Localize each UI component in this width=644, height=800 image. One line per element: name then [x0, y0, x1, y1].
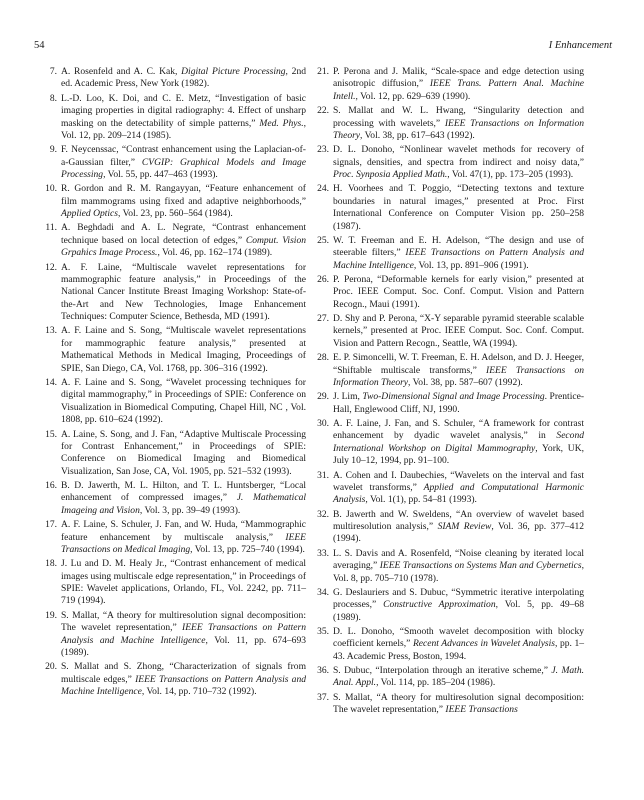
reference-number: 19. [45, 609, 57, 621]
reference-entry [36, 661, 306, 698]
references-left-column [36, 66, 306, 700]
reference-entry [308, 391, 584, 416]
reference-number: 18. [45, 558, 57, 570]
reference-text-segment: A. F. Laine, “Multiscale wavelet representations for mammographic feature analysis,” in Proceedings of the National Cancer Institute Breast Imaging Workshop: State-of-the-Art and New Technologies, Image Enhancement Techniques: Computer Science, Bethesda, MD (1991). [61, 261, 306, 323]
reference-text [333, 105, 584, 142]
reference-entry [308, 352, 584, 389]
reference-text [61, 325, 306, 375]
reference-text-segment: P. Perona, “Deformable kernels for early vision,” presented at Proc. IEEE Comput. Soc. Conf. Comput. Vision and Pattern Recogn., Maui (1991). [333, 273, 584, 310]
reference-text [333, 665, 584, 690]
reference-entry [36, 519, 306, 556]
reference-text-segment: L.-D. Loo, K. Doi, and C. E. Metz, “Investigation of basic imaging properties in digital radiography: 4. Effect of unsharp masking on the detectability of simple patterns,” [61, 92, 306, 129]
reference-entry [308, 692, 584, 717]
reference-text-segment: , pp. 1–43. Academic Press, Boston, 1994. [333, 638, 585, 662]
reference-entry [308, 626, 584, 663]
reference-number: 22. [317, 105, 329, 117]
reference-number: 28. [317, 352, 329, 364]
reference-number: 14. [45, 376, 57, 388]
reference-number: 9. [49, 144, 57, 156]
reference-source-italic: IEEE Transactions [445, 704, 518, 716]
reference-text-segment: A. F. Laine, S. Schuler, J. Fan, and W. Huda, “Mammographic feature enhancement by multiscale analysis,” [61, 519, 306, 543]
reference-entry [36, 144, 306, 181]
reference-text-segment: , Vol. 3, pp. 39–49 (1993). [139, 504, 241, 516]
reference-entry [36, 325, 306, 375]
reference-text-segment: . Prentice-Hall, Englewood Cliff, NJ, 1990. [333, 391, 584, 415]
reference-text-segment: F. Neycenssac, “Contrast enhancement using the Laplacian-of-a-Gaussian filter,” [61, 144, 306, 168]
reference-text [61, 377, 306, 427]
reference-entry [308, 66, 584, 103]
reference-entry [308, 144, 584, 181]
running-head: I Enhancement [548, 40, 612, 51]
reference-text-segment: J. Lim, [333, 391, 363, 403]
reference-text [61, 262, 306, 324]
reference-text-segment: A. Beghdadi and A. L. Negrate, “Contrast enhancement technique based on local detection of edges,” [61, 222, 306, 246]
reference-number: 7. [49, 66, 57, 77]
reference-source-italic: Comput. Vision Grpahics Image Process. [61, 234, 306, 259]
reference-entry [308, 105, 584, 142]
reference-number: 36. [317, 665, 329, 677]
reference-source-italic: Two-Dimensional Signal and Image Processing [362, 391, 545, 403]
reference-text-segment: , Vol. 12, pp. 629–639 (1990). [355, 90, 471, 102]
reference-number: 8. [49, 92, 57, 104]
reference-text-segment: , 2nd ed. Academic Press, New York (1982). [61, 66, 306, 90]
reference-number: 27. [317, 313, 329, 325]
reference-entry [36, 610, 306, 660]
reference-entry [308, 665, 584, 690]
reference-text-segment: , Vol. 38, pp. 617–643 (1992). [360, 129, 475, 141]
reference-text [333, 418, 584, 468]
reference-text-segment: H. Voorhees and T. Poggio, “Detecting textons and texture boundaries in natural images,” presented at Proc. First International Conference on Computer Vision pp. 250–258 (1987). [333, 183, 584, 232]
reference-entry [308, 235, 584, 272]
reference-entry [36, 93, 306, 143]
reference-number: 24. [317, 183, 329, 195]
reference-text-segment: B. D. Jawerth, M. L. Hilton, and T. L. Huntsberger, “Local enhancement of compressed images,” [61, 480, 306, 504]
reference-text-segment: , Vol. 8, pp. 705–710 (1978). [333, 560, 584, 584]
reference-number: 23. [317, 144, 329, 156]
reference-text-segment: B. Jawerth and W. Sweldens, “An overview of wavelet based multiresolution analysis,” [333, 508, 584, 533]
reference-entry [36, 377, 306, 427]
reference-text-segment: , Vol. 1(1), pp. 54–81 (1993). [365, 494, 477, 506]
page-number: 54 [34, 40, 45, 51]
reference-source-italic: Applied and Computational Harmonic Analysis [333, 481, 584, 506]
reference-entry [36, 262, 306, 324]
reference-number: 29. [317, 391, 329, 403]
reference-number: 33. [317, 547, 329, 559]
reference-text-segment: S. Mallat and W. L. Hwang, “Singularity detection and processing with wavelets,” [333, 105, 584, 129]
reference-source-italic: SIAM Review [437, 521, 492, 533]
reference-entry [36, 66, 306, 91]
reference-entry [308, 313, 584, 350]
reference-text-segment: , Vol. 12, pp. 209–214 (1985). [61, 117, 306, 141]
reference-text [333, 587, 584, 624]
reference-text [61, 66, 306, 91]
reference-text-segment: , Vol. 114, pp. 185–204 (1986). [376, 677, 496, 689]
reference-number: 11. [45, 222, 57, 234]
reference-text [333, 144, 584, 181]
reference-number: 26. [317, 273, 329, 285]
reference-text-segment: D. L. Donoho, “Nonlinear wavelet methods for recovery of signals, densities, and spectra from indirect and noisy data,” [333, 144, 584, 168]
reference-text [333, 692, 584, 717]
reference-text [61, 183, 306, 220]
reference-text [333, 548, 584, 585]
reference-entry [308, 470, 584, 507]
reference-text-segment: R. Gordon and R. M. Rangayyan, “Feature enhancement of film mammograms using fixed and adaptive neighborhoods,” [61, 183, 306, 207]
reference-text [61, 222, 306, 259]
reference-entry [308, 587, 584, 624]
reference-text-segment: , York, UK, July 10–12, 1994, pp. 91–100. [333, 442, 584, 467]
reference-entry [308, 548, 584, 585]
reference-text-segment: , Vol. 46, pp. 162–174 (1989). [157, 247, 273, 259]
reference-entry [308, 274, 584, 311]
reference-source-italic: Applied Optics [61, 208, 119, 220]
reference-source-italic: Constructive Approximation [383, 599, 496, 611]
reference-text-segment: A. Cohen and I. Daubechies, “Wavelets on the interval and fast wavelet transforms,” [333, 469, 584, 493]
reference-text [61, 610, 306, 660]
reference-source-italic: IEEE Trans. Pattern Anal. Machine Intell. [333, 78, 584, 102]
reference-source-italic: Recent Advances in Wavelet Analysis [412, 638, 556, 650]
reference-number: 15. [45, 428, 57, 440]
reference-text-segment: D. L. Donoho, “Smooth wavelet decomposition with blocky coefficient kernels,” [333, 625, 584, 650]
reference-source-italic: IEEE Transactions on Pattern Analysis and Machine Intelligence [61, 622, 306, 646]
reference-text-segment: , Vol. 14, pp. 710–732 (1992). [141, 686, 257, 698]
reference-number: 32. [317, 508, 329, 520]
reference-number: 25. [317, 234, 329, 246]
reference-entry [308, 509, 584, 546]
reference-entry [308, 418, 584, 468]
reference-text-segment: , Vol. 5, pp. 49–68 (1989). [333, 599, 584, 623]
reference-source-italic: IEEE Transactions on Information Theory [333, 117, 584, 141]
reference-text-segment: P. Perona and J. Malik, “Scale-space and edge detection using anisotropic diffusion,” [333, 66, 584, 90]
reference-entry [36, 429, 306, 479]
reference-number: 10. [45, 183, 57, 195]
reference-text-segment: L. S. Davis and A. Rosenfeld, “Noise cleaning by iterated local averaging,” [333, 547, 584, 572]
reference-number: 13. [45, 325, 57, 337]
reference-source-italic: IEEE Transactions on Pattern Analysis and Machine Intelligence [61, 673, 306, 698]
reference-text [333, 235, 584, 272]
reference-text [61, 480, 306, 517]
reference-source-italic: Digital Picture Processing [181, 66, 286, 77]
reference-source-italic: IEEE Transactions on Pattern Analysis and Machine Intelligence [333, 247, 584, 271]
reference-text-segment: A. F. Laine and S. Song, “Wavelet processing techniques for digital mammography,” in Proceedings of SPIE: Conference on Visualization in Biomedical Computing, Chapel Hill, NC , Vol. 1808, pp. 610–624 (1992). [61, 376, 306, 426]
reference-text-segment: W. T. Freeman and E. H. Adelson, “The design and use of steerable filters,” [333, 234, 584, 259]
reference-number: 31. [317, 469, 329, 481]
reference-text-segment: S. Mallat, “A theory for multiresolution signal decomposition: The wavelet representation,” [61, 609, 306, 634]
reference-source-italic: J. Math. Anal. Appl. [333, 665, 584, 689]
reference-text-segment: A. F. Laine and S. Song, “Multiscale wavelet representations for mammographic feature analysis,” presented at Mathematical Methods in Medical Imaging, Proceedings of SPIE, San Diego, CA, Vol. 1768, pp. 306–316 (1992). [61, 325, 306, 374]
reference-entry [36, 558, 306, 608]
reference-text [333, 274, 584, 311]
reference-text [333, 352, 584, 389]
reference-text-segment: , Vol. 13, pp. 725–740 (1994). [190, 543, 305, 555]
reference-text [61, 558, 306, 608]
reference-text-segment: S. Dubuc, “Interpolation through an iterative scheme,” [333, 665, 552, 677]
reference-number: 30. [317, 417, 329, 429]
reference-text-segment: J. Lu and D. M. Healy Jr., “Contrast enhancement of medical images using multiscale edge representation,” in Proceedings of SPIE: Wavelet applications, Orlando, FL, Vol. 2242, pp. 711–719 (1994). [61, 558, 306, 607]
reference-text-segment: , Vol. 11, pp. 674–693 (1989). [61, 634, 306, 658]
reference-text-segment: S. Mallat and S. Zhong, “Characterization of signals from multiscale edges,” [61, 661, 306, 685]
reference-text-segment: , Vol. 36, pp. 377–412 (1994). [333, 521, 584, 545]
reference-text [333, 509, 584, 546]
reference-text-segment: A. F. Laine, J. Fan, and S. Schuler, “A framework for contrast enhancement by dyadic wavelet analysis,” in [333, 417, 584, 442]
reference-number: 12. [45, 261, 57, 273]
reference-source-italic: CVGIP: Graphical Models and Image Processing [61, 156, 307, 181]
reference-text [333, 66, 584, 103]
reference-text [333, 626, 584, 663]
reference-text-segment: A. Laine, S. Song, and J. Fan, “Adaptive Multiscale Processing for Contrast Enhancement,” in Proceedings of SPIE: Conference on Biomedical Imaging and Biomedical Visualization, San Jose, CA, Vol. 1905, pp. 521–532 (1993). [61, 428, 306, 477]
reference-text-segment: D. Shy and P. Perona, “X-Y separable pyramid steerable scalable kernels,” presented at Proc. IEEE Comput. Soc. Conf. Comput. Vision and Pattern Recogn., Seattle, WA (1994). [333, 313, 584, 349]
reference-source-italic: IEEE Transactions on Medical Imaging [61, 531, 306, 555]
reference-number: 35. [317, 625, 329, 637]
reference-text [61, 429, 306, 479]
reference-text-segment: G. Deslauriers and S. Dubuc, “Symmetric iterative interpolating processes,” [333, 586, 584, 611]
reference-number: 21. [317, 66, 329, 77]
reference-source-italic: Med. Phys. [259, 117, 304, 129]
reference-text-segment: , Vol. 47(1), pp. 173–205 (1993). [447, 169, 574, 181]
reference-source-italic: IEEE Transactions on Information Theory [333, 364, 584, 388]
reference-text-segment: S. Mallat, “A theory for multiresolution signal decomposition: The wavelet representation,” [333, 691, 584, 716]
reference-text-segment: , Vol. 38, pp. 587–607 (1992). [408, 376, 523, 388]
reference-entry [308, 183, 584, 233]
reference-text [333, 183, 584, 233]
reference-text-segment: , Vol. 55, pp. 447–463 (1993). [103, 169, 218, 181]
reference-text-segment: A. Rosenfeld and A. C. Kak, [61, 66, 182, 77]
reference-text [61, 93, 306, 143]
reference-number: 34. [317, 586, 329, 598]
reference-text-segment: E. P. Simoncelli, W. T. Freeman, E. H. Adelson, and D. J. Heeger, “Shiftable multiscale transforms,” [333, 352, 584, 376]
reference-entry [36, 183, 306, 220]
reference-source-italic: Proc. Synposia Applied Math. [333, 169, 448, 181]
reference-entry [36, 222, 306, 259]
reference-source-italic: Second International Workshop on Digital Mammography [333, 430, 584, 454]
reference-text [61, 519, 306, 556]
reference-text-segment: , Vol. 13, pp. 891–906 (1991). [413, 259, 529, 271]
reference-text-segment: , Vol. 23, pp. 560–564 (1984). [118, 208, 233, 220]
reference-source-italic: IEEE Transactions on Systems Man and Cybernetics [379, 560, 582, 572]
reference-text [333, 470, 584, 507]
reference-number: 37. [317, 691, 329, 703]
reference-text [333, 313, 584, 350]
reference-number: 17. [45, 519, 57, 531]
reference-text [61, 661, 306, 698]
reference-number: 16. [45, 480, 57, 492]
reference-source-italic: J. Mathematical Imageing and Vision [61, 492, 306, 516]
reference-text [61, 144, 306, 181]
reference-number: 20. [45, 661, 57, 673]
reference-text [333, 391, 584, 416]
references-right-column [308, 66, 584, 718]
reference-entry [36, 480, 306, 517]
